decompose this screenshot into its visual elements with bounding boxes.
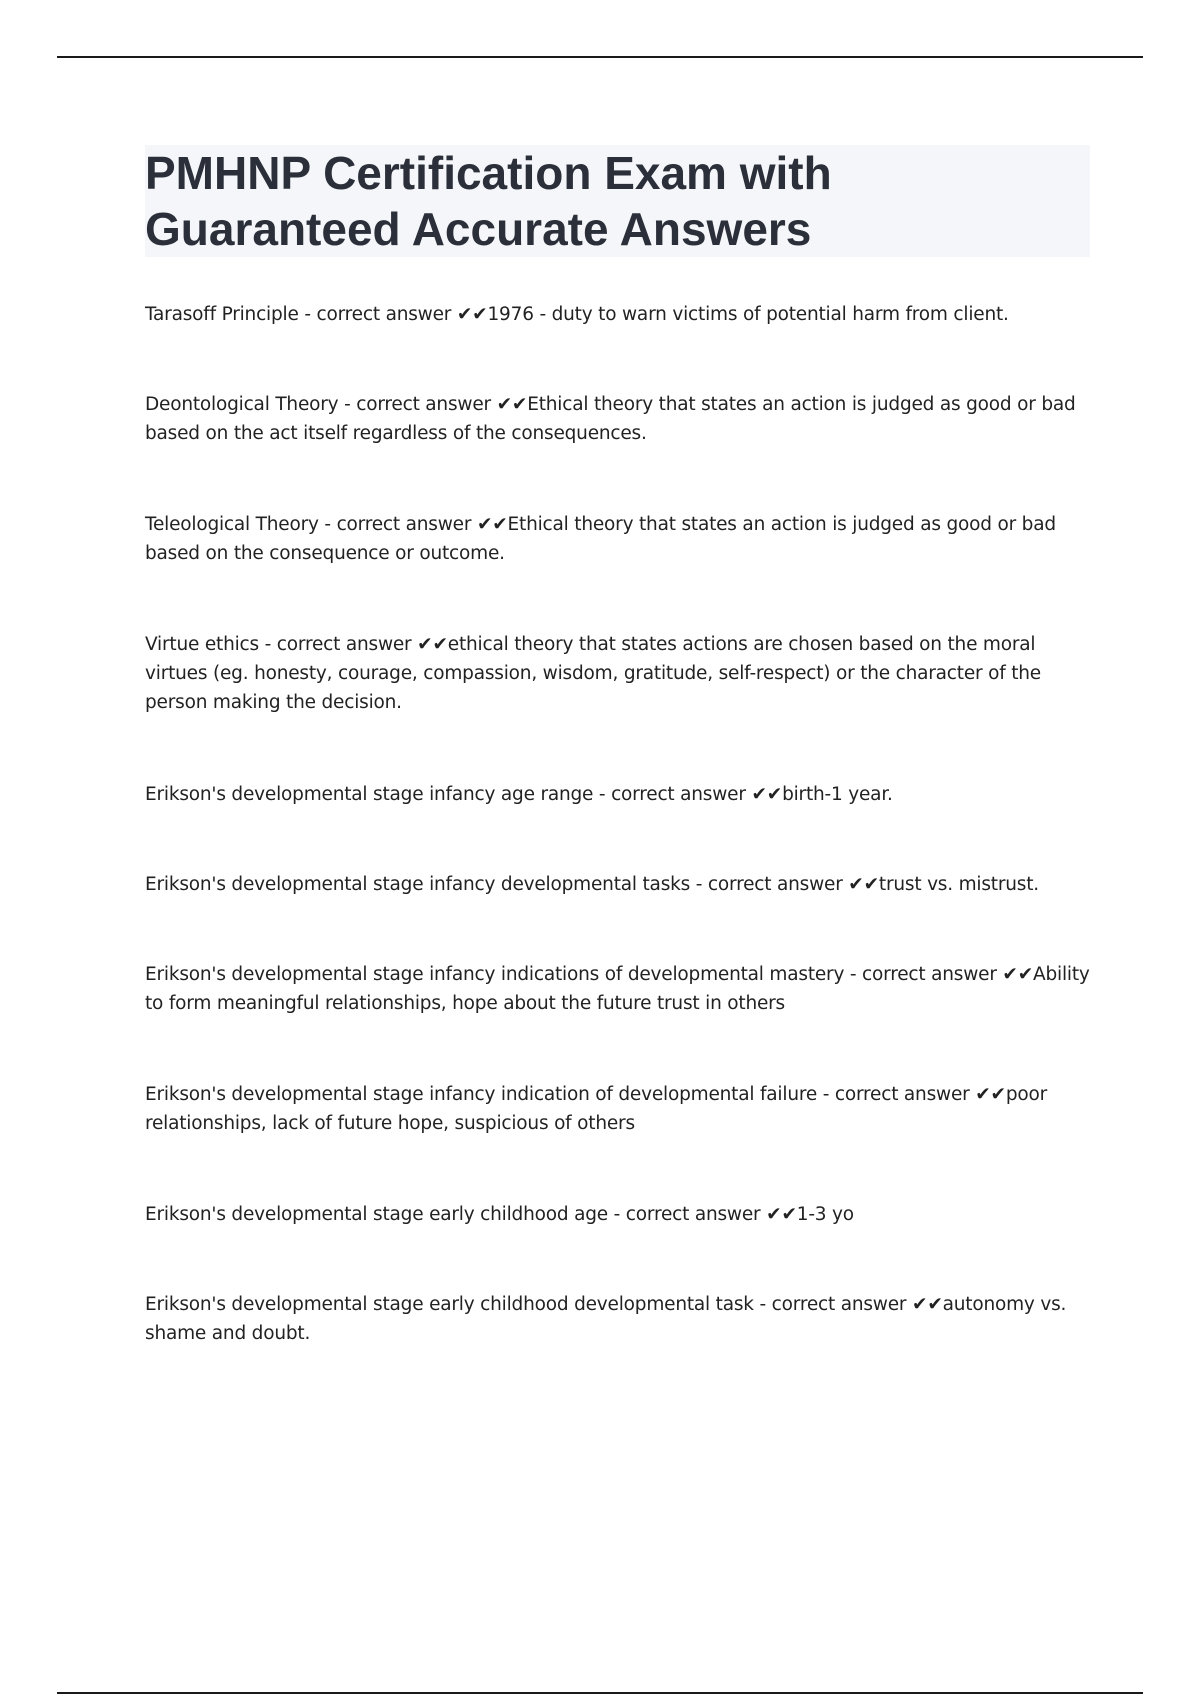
- qa-separator: - correct answer: [318, 514, 477, 535]
- qa-answer: 1-3 yo: [796, 1204, 854, 1225]
- title-banner: [145, 145, 1090, 257]
- qa-separator: - correct answer: [817, 1084, 976, 1105]
- qa-term: Erikson's developmental stage infancy indication of developmental failure: [145, 1084, 818, 1105]
- qa-term: Erikson's developmental stage early childhood developmental task: [145, 1294, 754, 1315]
- qa-separator: - correct answer: [844, 964, 1003, 985]
- qa-term: Tarasoff Principle: [145, 304, 299, 325]
- check-icon: ✔✔: [912, 1294, 943, 1315]
- top-rule: [57, 56, 1143, 58]
- qa-answer: 1976 - duty to warn victims of potential harm from client.: [487, 304, 1009, 325]
- qa-answer: Ability to form meaningful relationships, hope about the future trust in others: [145, 964, 1090, 1014]
- qa-term: Teleological Theory: [145, 514, 319, 535]
- qa-item: [145, 1200, 1090, 1229]
- qa-term: Erikson's developmental stage infancy age range: [145, 784, 594, 805]
- qa-item: [145, 510, 1090, 568]
- qa-answer: trust vs. mistrust.: [878, 874, 1039, 895]
- qa-term: Virtue ethics: [145, 634, 259, 655]
- qa-item: [145, 1080, 1090, 1138]
- qa-separator: - correct answer: [753, 1294, 913, 1315]
- qa-separator: - correct answer: [690, 874, 849, 895]
- qa-term: Deontological Theory: [145, 394, 339, 415]
- qa-item: [145, 780, 1090, 809]
- qa-term: Erikson's developmental stage infancy indications of developmental mastery: [145, 964, 845, 985]
- check-icon: ✔✔: [848, 874, 879, 895]
- bottom-rule: [57, 1692, 1143, 1694]
- check-icon: ✔✔: [476, 514, 508, 535]
- check-icon: ✔✔: [496, 394, 528, 415]
- check-icon: ✔✔: [1002, 964, 1034, 985]
- qa-item: [145, 300, 1090, 329]
- check-icon: ✔✔: [751, 784, 783, 805]
- qa-answer: birth-1 year.: [782, 784, 893, 805]
- qa-item: [145, 630, 1090, 717]
- qa-answer: ethical theory that states actions are chosen based on the moral virtues (eg. honesty, courage, compassion, wisdom, gratitude, self-respect) or the character of the person making the decision.: [145, 634, 1041, 713]
- qa-answer: poor relationships, lack of future hope, suspicious of others: [145, 1084, 1048, 1134]
- check-icon: ✔✔: [456, 304, 488, 325]
- qa-item: [145, 960, 1090, 1018]
- qa-separator: - correct answer: [258, 634, 418, 655]
- check-icon: ✔✔: [766, 1204, 797, 1225]
- qa-separator: - correct answer: [338, 394, 497, 415]
- qa-item: [145, 1290, 1090, 1348]
- qa-answer: autonomy vs. shame and doubt.: [145, 1294, 1067, 1344]
- qa-term: Erikson's developmental stage infancy developmental tasks: [145, 874, 691, 895]
- qa-separator: - correct answer: [607, 1204, 767, 1225]
- qa-separator: - correct answer: [593, 784, 752, 805]
- document-title: PMHNP Certification Exam with Guaranteed Accurate Answers: [145, 147, 832, 255]
- qa-item: [145, 870, 1090, 899]
- qa-separator: - correct answer: [298, 304, 457, 325]
- qa-answer: Ethical theory that states an action is judged as good or bad based on the act itself regardless of the consequences.: [145, 394, 1076, 444]
- qa-item: [145, 390, 1090, 448]
- check-icon: ✔✔: [417, 634, 448, 655]
- qa-term: Erikson's developmental stage early childhood age: [145, 1204, 608, 1225]
- qa-answer: Ethical theory that states an action is judged as good or bad based on the consequence or outcome.: [145, 514, 1056, 564]
- check-icon: ✔✔: [975, 1084, 1006, 1105]
